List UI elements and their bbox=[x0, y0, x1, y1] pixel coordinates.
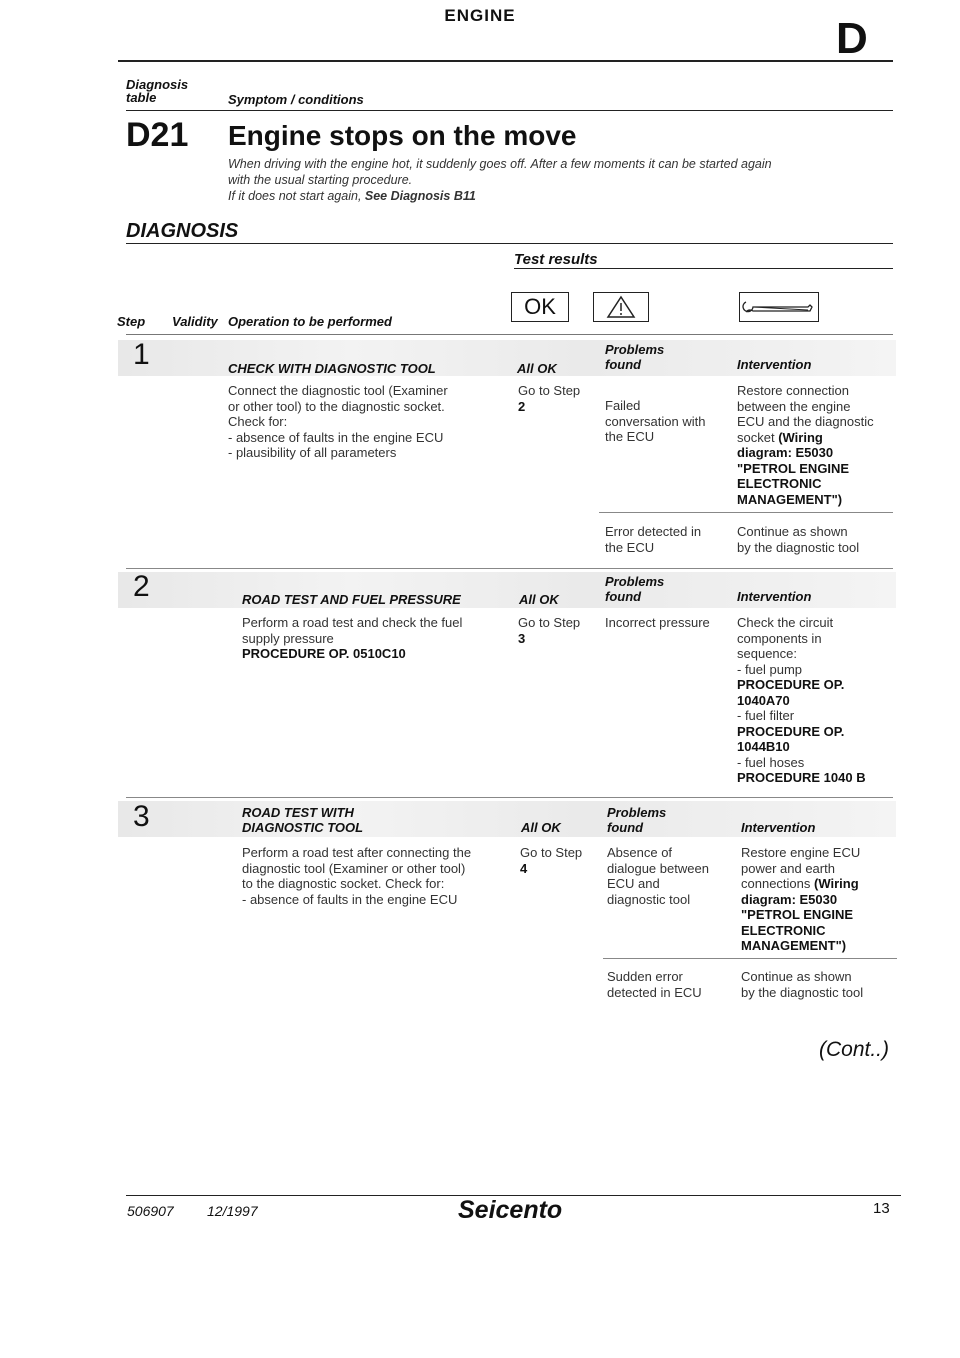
step-1-operation: Connect the diagnostic tool (Examiner or other tool) to the diagnostic socket. Check for: - absence of faults in the engine ECU - plausibility of all parameters bbox=[228, 383, 448, 460]
step-2-int-f: PROCEDURE 1040 B bbox=[737, 770, 866, 785]
step-3-intervention-1 bbox=[741, 845, 860, 954]
ok-icon bbox=[511, 292, 569, 322]
ok-icon-label: OK bbox=[524, 294, 556, 319]
step-3-number: 3 bbox=[133, 800, 150, 833]
step-2-problem-1: Incorrect pressure bbox=[605, 615, 710, 630]
section-letter: D bbox=[836, 14, 868, 63]
step-1-goto-number: 2 bbox=[518, 398, 526, 414]
diagnosis-title: Engine stops on the move bbox=[228, 120, 577, 151]
step-2-all-ok: All OK bbox=[519, 592, 559, 607]
step-3-all-ok: All OK bbox=[521, 820, 561, 835]
step-2-heading: ROAD TEST AND FUEL PRESSURE bbox=[242, 592, 461, 607]
diagnosis-description bbox=[228, 156, 772, 204]
step-2-problems-found: Problems found bbox=[605, 574, 665, 604]
step-2-goto-label: Go to Step bbox=[518, 615, 581, 630]
step-1-number: 1 bbox=[133, 338, 150, 371]
label-rule bbox=[126, 110, 893, 111]
wrench-svg bbox=[740, 293, 818, 321]
step-2-operation-procedure: PROCEDURE OP. 0510C10 bbox=[242, 646, 406, 661]
step-3-heading: ROAD TEST WITH DIAGNOSTIC TOOL bbox=[242, 805, 364, 835]
step-1-problems-found: Problems found bbox=[605, 342, 665, 372]
step-3-intervention-1-wiring: (Wiring diagram: E5030 "PETROL ENGINE ELECTRONIC MANAGEMENT") bbox=[741, 876, 859, 953]
page-header-title: ENGINE bbox=[444, 6, 516, 25]
test-results-rule bbox=[514, 268, 893, 269]
continued-label: (Cont..) bbox=[819, 1038, 890, 1061]
step-1-intervention-1-text: Restore connection between the engine ECU and the diagnostic socket bbox=[737, 383, 874, 445]
desc-line-2: with the usual starting procedure. bbox=[228, 173, 413, 187]
step-2-int-e: - fuel hoses bbox=[737, 754, 805, 770]
col-operation: Operation to be performed bbox=[228, 314, 392, 329]
step-1-intervention-1 bbox=[737, 383, 874, 507]
step-2-int-d: PROCEDURE OP. 1044B10 bbox=[737, 723, 845, 754]
step-3-intervention-2: Continue as shown by the diagnostic tool bbox=[741, 969, 864, 1000]
step-1-problem-2: Error detected in the ECU bbox=[605, 524, 702, 555]
step-2-int-c: - fuel filter bbox=[737, 708, 795, 723]
columns-rule bbox=[126, 334, 893, 335]
step-2-rule bbox=[126, 568, 893, 569]
see-diagnosis-link: See Diagnosis B11 bbox=[364, 189, 476, 203]
col-validity: Validity bbox=[172, 314, 218, 329]
step-2-int-a: Check the circuit components in sequence: - fuel pump bbox=[737, 615, 834, 677]
step-1-heading: CHECK WITH DIAGNOSTIC TOOL bbox=[228, 361, 436, 376]
footer-brand-logo: Seicento bbox=[458, 1196, 563, 1224]
step-2-operation-text: Perform a road test and check the fuel supply pressure bbox=[242, 615, 463, 646]
warning-triangle-svg bbox=[594, 293, 648, 321]
step-3-subrule bbox=[603, 958, 897, 959]
step-3-goto-number: 4 bbox=[520, 860, 528, 876]
test-results-label: Test results bbox=[514, 251, 598, 268]
step-3-problems-found: Problems found bbox=[607, 805, 667, 835]
warning-triangle-icon bbox=[593, 292, 649, 322]
section-title: DIAGNOSIS bbox=[126, 220, 239, 242]
step-1-problem-1: Failed conversation with the ECU bbox=[605, 398, 706, 444]
step-3-problem-2: Sudden error detected in ECU bbox=[607, 969, 702, 1000]
footer-page-number: 13 bbox=[873, 1200, 890, 1217]
step-1-goto bbox=[518, 383, 580, 414]
footer-date: 12/1997 bbox=[207, 1203, 258, 1219]
desc-line-3 bbox=[228, 188, 772, 204]
step-1-intervention: Intervention bbox=[737, 357, 812, 372]
step-3-operation: Perform a road test after connecting the diagnostic tool (Examiner or other tool) to the diagnostic socket. Check for: - absence of faults in the engine ECU bbox=[242, 845, 472, 907]
desc-line-1: When driving with the engine hot, it suddenly goes off. After a few moments it can be started again bbox=[228, 157, 772, 171]
step-2-number: 2 bbox=[133, 570, 150, 603]
diagnosis-table-label: Diagnosis table bbox=[126, 77, 189, 105]
wrench-icon bbox=[739, 292, 819, 322]
step-3-intervention-1-text: Restore engine ECU power and earth connections bbox=[741, 845, 861, 891]
step-1-intervention-1-wiring: (Wiring diagram: E5030 "PETROL ENGINE ELECTRONIC MANAGEMENT") bbox=[737, 429, 850, 507]
section-rule bbox=[126, 243, 893, 244]
step-2-intervention-1 bbox=[737, 615, 866, 786]
step-2-intervention: Intervention bbox=[737, 589, 812, 604]
header-rule bbox=[118, 60, 893, 62]
step-1-intervention-2: Continue as shown by the diagnostic tool bbox=[737, 524, 860, 555]
step-3-rule bbox=[126, 797, 893, 798]
step-2-operation bbox=[242, 615, 462, 662]
step-3-goto bbox=[520, 845, 582, 876]
diagnosis-code: D21 bbox=[126, 116, 189, 154]
symptom-conditions-label: Symptom / conditions bbox=[228, 92, 364, 107]
step-3-goto-label: Go to Step bbox=[520, 845, 583, 860]
step-2-goto-number: 3 bbox=[518, 630, 526, 646]
step-2-goto bbox=[518, 615, 580, 646]
step-1-subrule bbox=[599, 512, 893, 513]
step-1-goto-label: Go to Step bbox=[518, 383, 581, 398]
step-3-intervention: Intervention bbox=[741, 820, 816, 835]
step-1-all-ok: All OK bbox=[517, 361, 557, 376]
col-step: Step bbox=[117, 314, 146, 329]
desc-line-3-prefix: If it does not start again, bbox=[228, 189, 365, 203]
step-3-problem-1: Absence of dialogue between ECU and diagnostic tool bbox=[607, 845, 709, 907]
step-2-int-b: PROCEDURE OP. 1040A70 bbox=[737, 677, 845, 708]
footer-doc-number: 506907 bbox=[127, 1203, 174, 1219]
